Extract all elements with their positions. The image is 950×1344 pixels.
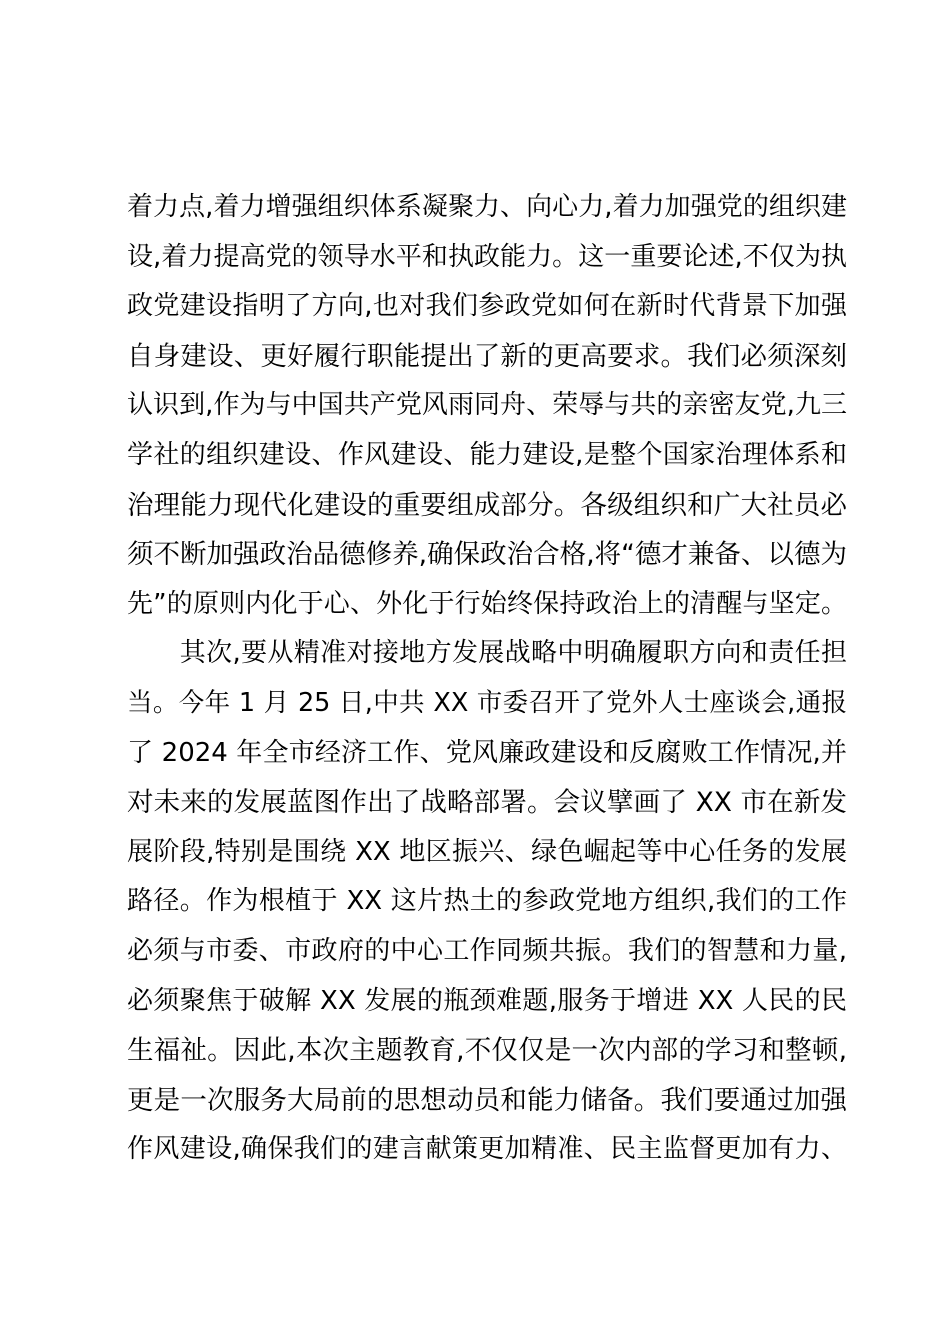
text-line: 着力点,着力增强组织体系凝聚力、向心力,着力加强党的组织建: [127, 192, 847, 222]
paragraph-start-line: 其次,要从精准对接地方发展战略中明确履职方向和责任担: [127, 638, 847, 669]
text-line: 当。今年 1 月 25 日,中共 XX 市委召开了党外人士座谈会,通报: [127, 687, 847, 718]
text-line: 设,着力提高党的领导水平和执政能力。这一重要论述,不仅为执: [127, 241, 847, 272]
text-line: 展阶段,特别是围绕 XX 地区振兴、绿色崛起等中心任务的发展: [127, 836, 847, 867]
text-line: 认识到,作为与中国共产党风雨同舟、荣辱与共的亲密友党,九三: [127, 390, 847, 421]
text-line: 更是一次服务大局前的思想动员和能力储备。我们要通过加强: [127, 1084, 847, 1116]
text-line: 自身建设、更好履行职能提出了新的更高要求。我们必须深刻: [127, 340, 847, 372]
text-line: 对未来的发展蓝图作出了战略部署。会议擘画了 XX 市在新发: [127, 787, 847, 819]
paragraph-end-line: 先”的原则内化于心、外化于行始终保持政治上的清醒与坚定。: [127, 588, 847, 619]
text-line: 政党建设指明了方向,也对我们参政党如何在新时代背景下加强: [127, 291, 847, 322]
text-line: 作风建设,确保我们的建言献策更加精准、民主监督更加有力、: [127, 1134, 847, 1165]
text-line: 必须与市委、市政府的中心工作同频共振。我们的智慧和力量,: [127, 935, 847, 966]
text-line: 了 2024 年全市经济工作、党风廉政建设和反腐败工作情况,并: [127, 737, 847, 768]
text-line: 须不断加强政治品德修养,确保政治合格,将“德才兼备、以德为: [127, 539, 847, 571]
text-line: 必须聚焦于破解 XX 发展的瓶颈难题,服务于增进 XX 人民的民: [127, 985, 847, 1016]
text-line: 学社的组织建设、作风建设、能力建设,是整个国家治理体系和: [127, 439, 847, 470]
document-body-text: [127, 183, 847, 1175]
text-line: 路径。作为根植于 XX 这片热土的参政党地方组织,我们的工作: [127, 886, 847, 917]
text-line: 治理能力现代化建设的重要组成部分。各级组织和广大社员必: [127, 489, 847, 521]
text-line: 生福祉。因此,本次主题教育,不仅仅是一次内部的学习和整顿,: [127, 1035, 847, 1067]
